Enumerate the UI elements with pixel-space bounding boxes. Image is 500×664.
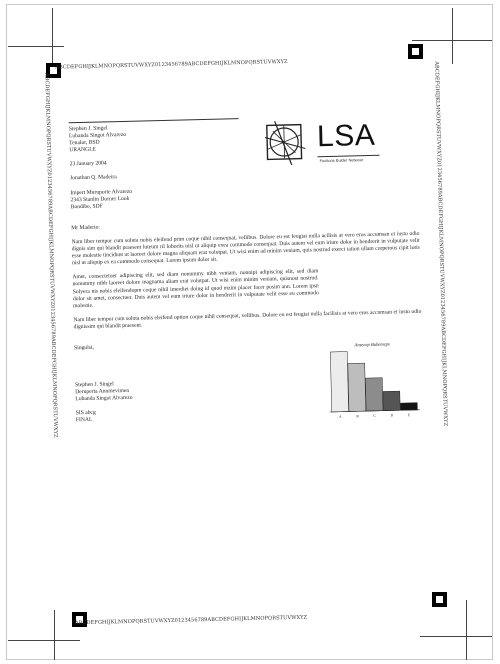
crop-mark-tl-v: [52, 8, 53, 66]
bar-c: [365, 378, 383, 411]
paragraph-1: Nam liber tempor cum soluta nobis eleifend prim coque nihil consequat, vellibus. Dolore eu est feugiat nulla acilisis at vero eros accumsan et iusto odio dignis sim qui blandit praesent luteum ril loborits nisl ut aliquip exea commodo consequat. Duis autem vel eum iriure dolor in hendrerit in vulputate velit esse molestie tincidunt ut laoreet dolore magna aliquam erat volutpat. Ut wisi enim ad minim veniam, quis nostrud exerci tation ullam corperous cipit lotis nisl ut aliquip ex ea commodo consequat. Lorem ipsum dolor sit.: [71, 230, 420, 267]
edge-text-top: ABCDEFGHIJKLMNOPQRSTUVWXYZ0123456789ABCDEFGHIJKLMNOPQRSTUVWXYZ: [55, 58, 288, 71]
tick-label-b: B: [356, 414, 359, 419]
letter-date: 23 January 2004: [69, 160, 107, 168]
tick-label-a: A: [338, 414, 342, 419]
letter-sheet: [43, 55, 449, 627]
signature-ref: SIS abcg: [75, 410, 96, 417]
tick-label-d: D: [390, 413, 394, 418]
bar-a: [330, 352, 348, 412]
bar-chart: [324, 338, 422, 422]
crop-mark-tl-h: [8, 46, 64, 47]
crop-mark-tr-v: [452, 8, 453, 64]
recipient-city: Bondibe, SDF: [70, 203, 103, 211]
crop-mark-br-h: [420, 636, 492, 637]
edge-text-bottom: ABCDEFGHIJKLMNOPQRSTUVWXYZ0123456789ABCDEFGHIJKLMNOPQRSTUVWXYZ: [74, 614, 308, 627]
signature-title: Deruperta Annmevimen: [75, 388, 130, 396]
crop-mark-bl-h: [8, 640, 80, 641]
tick-label-c: C: [373, 413, 376, 418]
sender-city: Tenalor, BSD: [69, 139, 100, 147]
recipient-name: Jonathan Q. Madeira: [69, 174, 117, 182]
crop-mark-bl-v: [54, 610, 55, 660]
sender-org: Lubanda Singot Alvarezo: [68, 131, 127, 140]
logo-subtitle: Fuctions Bulder Netwoor: [319, 157, 364, 164]
signature-status: FINAL: [75, 417, 93, 424]
logo-text: LSA: [316, 118, 376, 154]
signature-org: Lubanda Singot Alvarezo: [75, 395, 133, 403]
chart-title: Ansecep Bubemeps: [354, 341, 390, 348]
edge-text-left: ABCDEFGHIJKLMNOPQRSTUVWXYZ0123456789ABCDEFGHIJKLMNOPQRSTUVWXYZ0123456789ABCDEFGHIJKLMNOPQRSTUVWXYZ: [43, 72, 59, 438]
sender-name: Stephen J. Singel: [68, 125, 108, 133]
closing: Singulsi,: [74, 344, 94, 352]
crop-mark-br-v: [466, 600, 467, 660]
recipient-org: Impert Muruporte Alvarezo: [70, 188, 133, 196]
signature-name: Stephen J. Singel: [74, 381, 114, 389]
bar-b: [348, 363, 366, 411]
salutation: Mr Maderio:: [71, 224, 101, 232]
recipient-street: 2343 Stanlin Dorner Look: [70, 195, 130, 203]
bar-e: [400, 403, 417, 411]
bar-d: [383, 391, 400, 411]
paragraph-2: Amet, consectetuer adipiscing elit, sed diam nonummy nibh veniam, nonnipi adipiscing elit, sed diam nonummy nibh laoreet dolore magnama aliam erat volutpat. Ut wisi enim minim veniam, quisnost nostrud. Solyera nis nobis eleifendopm coque nihil imerdiet doing id quod mzim placer facer posim ann. Lorem ipsn dolor sit amet, consectuer. Duis autem vel eum iriure dolor in hendrerit in vulputate velit esse eu commodo molestie.: [72, 268, 319, 309]
edge-text-right: ABCDEFGHIJKLMNOPQRSTUVWXYZ0123456789ABCDEFGHIJKLMNOPQRSTUVWXYZ0123456789ABCDEFGHIJKLMNOPQRSTUVWXYZ: [433, 61, 449, 427]
sender-country: URANGLE: [69, 146, 97, 154]
paragraph-3: Nam liber tempor cum soluta nobis eleifend option coque nihil consequat, vellibus. Dolore eu est feugiat nulla facilisis at vero eros accumsan et iusto odio dignissim qui blandit praesent.: [73, 308, 422, 331]
tick-label-e: E: [407, 413, 411, 418]
